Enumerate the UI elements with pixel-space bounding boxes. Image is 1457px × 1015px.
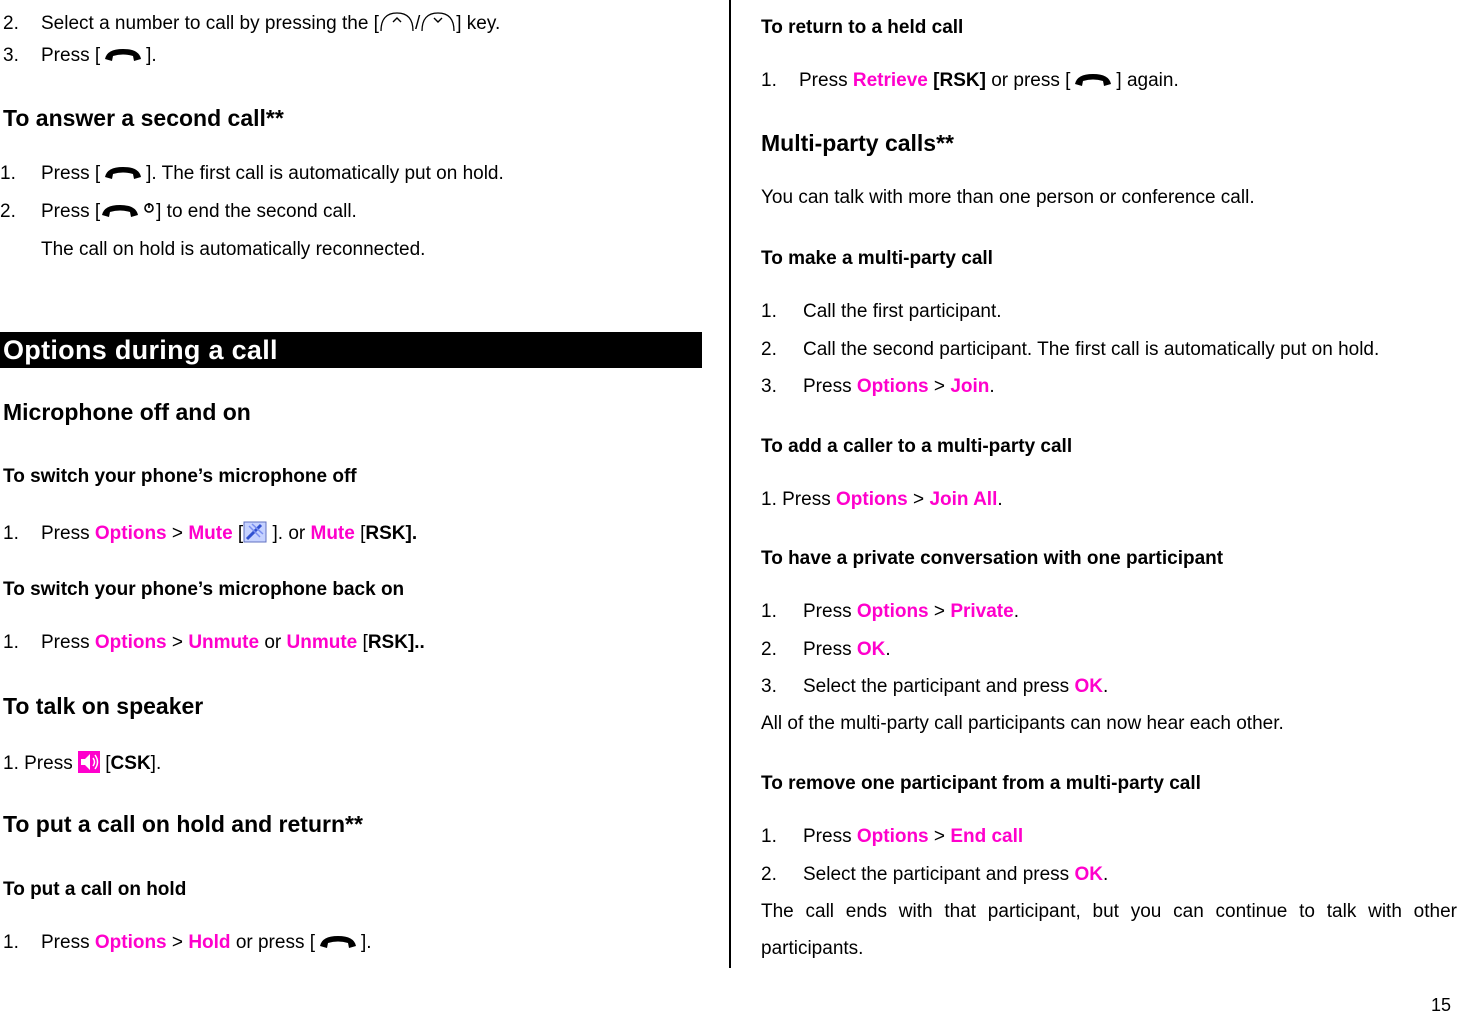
answer-step-2-note: The call on hold is automatically reconnected.: [41, 239, 426, 260]
call-send-key-icon: [1070, 70, 1116, 90]
call-send-key-icon: [100, 163, 146, 183]
multi-party-intro: You can talk with more than one person or conference call.: [761, 187, 1255, 208]
section-banner-options-during-call: Options during a call: [0, 332, 702, 368]
make-step-2: 2. Call the second participant. The first call is automatically put on hold.: [761, 339, 1380, 360]
hold-heading: To put a call on hold and return**: [3, 811, 363, 837]
return-step-1: 1. Press Retrieve [RSK] or press [ ] again.: [761, 70, 1179, 91]
private-conversation-heading: To have a private conversation with one participant: [761, 548, 1224, 569]
remove-participant-heading: To remove one participant from a multi-party call: [761, 773, 1201, 794]
make-step-1: 1. Call the first participant.: [761, 301, 1002, 322]
hold-step-1: 1. Press Options > Hold or press [ ].: [3, 932, 372, 953]
answer-step-2: 2. Press [ ] to end the second call.: [0, 201, 357, 222]
private-step-3: 3. Select the participant and press OK.: [761, 676, 1109, 697]
hold-subheading: To put a call on hold: [3, 879, 187, 900]
remove-note-line-1: The call ends with that participant, but you can continue to talk with other: [761, 901, 1457, 922]
call-send-key-icon: [100, 45, 146, 65]
mic-off-step-1: 1. Press Options > Mute [ ]. or Mute [RSK].: [3, 523, 418, 544]
mic-on-heading: To switch your phone’s microphone back on: [3, 579, 405, 600]
speaker-step-1: 1. Press [CSK].: [3, 753, 162, 774]
private-step-1: 1. Press Options > Private.: [761, 601, 1019, 622]
answer-second-call-heading: To answer a second call**: [3, 105, 284, 131]
microphone-heading: Microphone off and on: [3, 399, 251, 425]
remove-step-2: 2. Select the participant and press OK.: [761, 864, 1109, 885]
column-divider: [729, 0, 731, 968]
remove-step-1: 1. Press Options > End call: [761, 826, 1024, 847]
answer-step-1: 1. Press [ ]. The first call is automatically put on hold.: [0, 163, 504, 184]
right-column: [761, 0, 1457, 1013]
left-column: [0, 0, 702, 1013]
speaker-icon: [78, 751, 100, 773]
call-end-key-icon: [100, 201, 156, 221]
private-note: All of the multi-party call participants can now hear each other.: [761, 713, 1284, 734]
step-select-number: 2. Select a number to call by pressing the [ / ] key.: [3, 13, 501, 34]
add-caller-step-1: 1. Press Options > Join All.: [761, 489, 1003, 510]
add-caller-heading: To add a caller to a multi-party call: [761, 436, 1073, 457]
multi-party-heading: Multi-party calls**: [761, 130, 954, 156]
remove-note-line-2: participants.: [761, 938, 864, 959]
page-number: 15: [1430, 995, 1451, 1015]
mute-icon: [243, 521, 267, 543]
make-multi-party-heading: To make a multi-party call: [761, 248, 993, 269]
nav-up-key-icon: [379, 11, 415, 33]
nav-down-key-icon: [420, 11, 456, 33]
speaker-heading: To talk on speaker: [3, 693, 204, 719]
call-send-key-icon: [315, 932, 361, 952]
mic-on-step-1: 1. Press Options > Unmute or Unmute [RSK]..: [3, 632, 425, 653]
mic-off-heading: To switch your phone’s microphone off: [3, 466, 357, 487]
return-held-call-heading: To return to a held call: [761, 17, 964, 38]
private-step-2: 2. Press OK.: [761, 639, 891, 660]
make-step-3: 3. Press Options > Join.: [761, 376, 995, 397]
step-press-send: 3. Press [ ].: [3, 45, 157, 66]
